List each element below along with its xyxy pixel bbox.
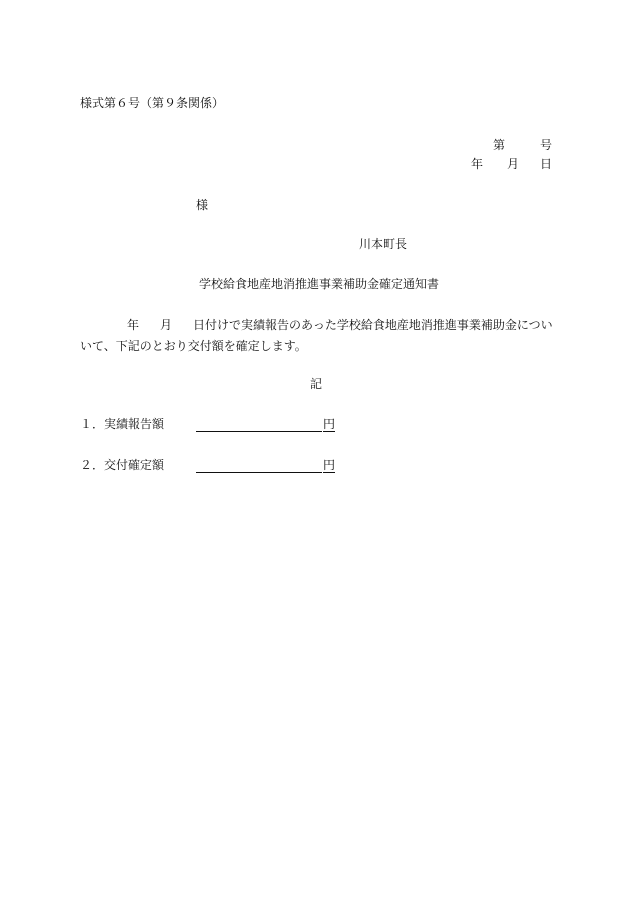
form-number: 様式第６号（第９条関係）: [80, 96, 225, 110]
body-line-1-text: 日付けで実績報告のあった学校給食地産地消推進事業補助金につい: [193, 318, 553, 332]
date-month-label: 月: [507, 157, 520, 171]
yen-unit: 円: [323, 417, 336, 431]
document-number-prefix: 第: [493, 138, 506, 152]
amount-blank-line: [196, 418, 322, 432]
amount-blank-line: [196, 459, 322, 473]
body-line-2: いて、下記のとおり交付額を確定します。: [80, 339, 307, 353]
date-day-label: 日: [540, 157, 553, 171]
document-number-suffix: 号: [540, 138, 553, 152]
addressee-honorific: 様: [196, 198, 209, 212]
item-label: １．実績報告額: [80, 417, 165, 431]
body-year-label: 年: [127, 318, 140, 332]
ki-heading: 記: [310, 377, 323, 391]
item-label: ２．交付確定額: [80, 458, 165, 472]
yen-unit: 円: [323, 458, 336, 472]
document-title: 学校給食地産地消推進事業補助金確定通知書: [199, 277, 440, 291]
body-month-label: 月: [160, 318, 173, 332]
date-year-label: 年: [471, 157, 484, 171]
issuer-name: 川本町長: [359, 237, 408, 251]
